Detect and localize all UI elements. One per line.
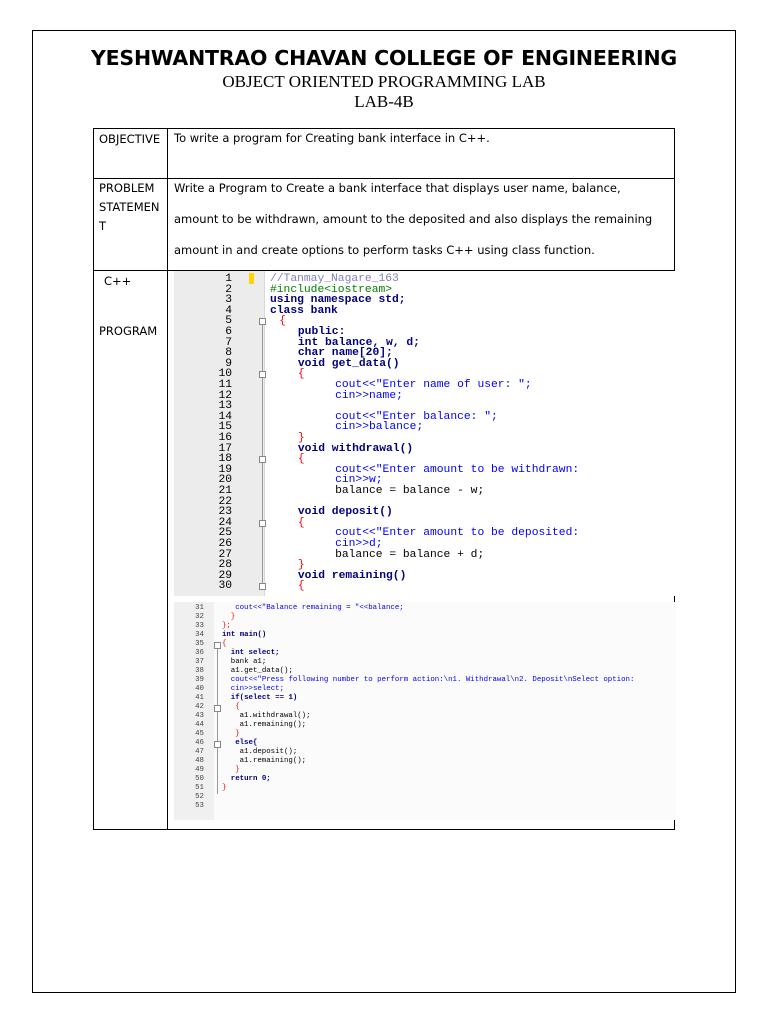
fold-toggle-icon[interactable] bbox=[259, 583, 266, 590]
code-text: a1.withdrawal(); bbox=[239, 712, 311, 720]
line-number: 53 bbox=[195, 802, 204, 810]
fold-toggle-icon[interactable] bbox=[214, 741, 221, 748]
line-number: 10 bbox=[218, 368, 232, 381]
line-number: 40 bbox=[195, 685, 204, 693]
code-text: cout<<"Enter amount to be withdrawn: bbox=[335, 463, 580, 476]
code-screenshot-2 bbox=[174, 602, 676, 820]
line-number: 6 bbox=[225, 326, 232, 338]
code-text: } bbox=[235, 730, 240, 738]
line-number: 28 bbox=[218, 559, 232, 572]
line-number: 49 bbox=[195, 766, 204, 774]
fold-toggle-icon[interactable] bbox=[214, 642, 221, 649]
code-text: } bbox=[230, 613, 236, 621]
fold-guide bbox=[262, 323, 263, 583]
lab-table bbox=[93, 128, 675, 830]
code-text: //Tanmay_Nagare_163 bbox=[270, 273, 399, 285]
line-number: 27 bbox=[218, 548, 232, 561]
line-number: 51 bbox=[195, 784, 204, 792]
college-title: YESHWANTRAO CHAVAN COLLEGE OF ENGINEERING bbox=[90, 46, 678, 70]
code-text: } bbox=[222, 784, 227, 792]
code-text: cout<<"Enter balance: "; bbox=[335, 410, 498, 423]
code-text: }; bbox=[222, 622, 231, 630]
code-text: balance = balance + d; bbox=[335, 548, 485, 561]
line-number: 48 bbox=[195, 757, 204, 765]
code-text: void deposit() bbox=[297, 506, 393, 519]
line-number: 5 bbox=[225, 315, 232, 328]
code-text: { bbox=[297, 453, 305, 466]
line-number: 3 bbox=[225, 294, 232, 307]
column-divider bbox=[167, 129, 168, 829]
code-text: cout<<"Enter name of user: "; bbox=[335, 379, 532, 391]
code-text: cout<<"Press following number to perform action:\n1. Withdrawal\n2. Deposit\nSelect option: bbox=[230, 676, 635, 684]
problem-label: PROBLEM STATEMENT bbox=[99, 181, 160, 233]
line-number: 30 bbox=[218, 580, 232, 593]
line-number: 24 bbox=[218, 516, 232, 529]
objective-text: To write a program for Creating bank interface in C++. bbox=[174, 131, 490, 145]
code-text: if(select == 1) bbox=[230, 694, 298, 702]
line-number: 13 bbox=[218, 400, 232, 413]
fold-toggle-icon[interactable] bbox=[214, 705, 221, 712]
line-number: 41 bbox=[195, 694, 204, 702]
code-text: { bbox=[222, 640, 227, 648]
code-text: a1.remaining(); bbox=[239, 757, 307, 765]
code-text: balance = balance - w; bbox=[335, 485, 485, 497]
lab-title: OBJECT ORIENTED PROGRAMMING LAB bbox=[222, 72, 546, 91]
code-text: using namespace std; bbox=[270, 294, 406, 307]
line-number: 11 bbox=[218, 379, 232, 391]
code-text: #include<iostream> bbox=[270, 283, 393, 296]
code-text: cout<<"Enter amount to be deposited: bbox=[335, 527, 580, 540]
code-text: a1.get_data(); bbox=[230, 667, 293, 675]
line-number: 50 bbox=[195, 775, 204, 783]
lab-number: LAB-4B bbox=[354, 92, 414, 111]
problem-line-3: amount in and create options to perform tasks C++ using class function. bbox=[174, 243, 595, 257]
code-text: cin>>name; bbox=[335, 389, 403, 402]
line-number: 33 bbox=[195, 622, 204, 630]
line-number: 12 bbox=[218, 389, 232, 402]
fold-toggle-icon[interactable] bbox=[259, 456, 266, 463]
line-number: 14 bbox=[218, 410, 232, 423]
code-text: else{ bbox=[235, 739, 258, 747]
program-language-label: C++ bbox=[104, 274, 132, 288]
line-number: 26 bbox=[218, 538, 232, 550]
code-text: char name[20]; bbox=[297, 347, 393, 360]
line-number: 42 bbox=[195, 703, 204, 711]
code-text: int main() bbox=[222, 631, 267, 639]
line-number: 23 bbox=[218, 506, 232, 519]
line-number: 18 bbox=[218, 453, 232, 466]
code-text: int select; bbox=[230, 649, 280, 657]
line-number: 16 bbox=[218, 432, 232, 444]
code-text: { bbox=[297, 516, 305, 529]
problem-line-2: amount to be withdrawn, amount to the deposited and also displays the remaining bbox=[174, 212, 653, 226]
line-number: 52 bbox=[195, 793, 204, 801]
line-number: 9 bbox=[225, 357, 232, 370]
line-number: 47 bbox=[195, 748, 204, 756]
code-text: void remaining() bbox=[297, 569, 407, 582]
code-text: return 0; bbox=[230, 775, 271, 783]
line-number: 25 bbox=[218, 527, 232, 540]
code-text: class bank bbox=[270, 304, 338, 317]
code-text: void get_data() bbox=[297, 357, 400, 370]
line-number: 20 bbox=[218, 474, 232, 487]
code-text: cin>>d; bbox=[335, 538, 383, 550]
line-number: 32 bbox=[195, 613, 204, 621]
code-text: void withdrawal() bbox=[297, 442, 414, 455]
current-line-marker bbox=[249, 273, 254, 284]
line-number: 8 bbox=[225, 347, 232, 360]
code-text: } bbox=[297, 432, 305, 444]
fold-toggle-icon[interactable] bbox=[259, 520, 266, 527]
line-number: 35 bbox=[195, 640, 204, 648]
objective-label: OBJECTIVE bbox=[99, 132, 161, 146]
line-number: 36 bbox=[195, 649, 204, 657]
code-text: } bbox=[297, 559, 305, 572]
line-number: 46 bbox=[195, 739, 204, 747]
program-label: PROGRAM bbox=[99, 324, 158, 338]
fold-toggle-icon[interactable] bbox=[259, 371, 266, 378]
problem-line-1: Write a Program to Create a bank interface that displays user name, balance, bbox=[174, 181, 621, 195]
code-text: int balance, w, d; bbox=[297, 336, 420, 349]
code-text: public: bbox=[297, 326, 346, 338]
line-number: 29 bbox=[218, 569, 232, 582]
line-number: 7 bbox=[225, 336, 232, 349]
code-text: } bbox=[235, 766, 240, 774]
line-number: 2 bbox=[225, 283, 232, 296]
line-number: 37 bbox=[195, 658, 204, 666]
line-number: 15 bbox=[218, 421, 232, 434]
line-number: 19 bbox=[218, 463, 232, 476]
row-divider bbox=[94, 178, 674, 179]
code-text: { bbox=[279, 315, 287, 328]
line-number: 39 bbox=[195, 676, 204, 684]
line-number: 45 bbox=[195, 730, 204, 738]
line-number: 34 bbox=[195, 631, 204, 639]
code-text: { bbox=[297, 368, 305, 381]
line-number: 44 bbox=[195, 721, 204, 729]
code-text: cin>>select; bbox=[230, 685, 285, 693]
code-text: cin>>balance; bbox=[335, 421, 424, 434]
code-text: a1.deposit(); bbox=[239, 748, 298, 756]
line-number: 31 bbox=[195, 604, 204, 612]
fold-toggle-icon[interactable] bbox=[259, 318, 266, 325]
code-text: a1.remaining(); bbox=[239, 721, 307, 729]
code-text: { bbox=[297, 580, 305, 593]
line-number: 4 bbox=[225, 304, 232, 317]
code-text: bank a1; bbox=[230, 658, 267, 666]
line-number: 43 bbox=[195, 712, 204, 720]
code-screenshot-1 bbox=[174, 271, 676, 596]
line-number: 21 bbox=[218, 485, 232, 497]
line-number: 17 bbox=[218, 442, 232, 455]
fold-guide bbox=[217, 644, 218, 794]
line-number: 1 bbox=[225, 273, 232, 285]
line-number: 22 bbox=[218, 495, 232, 508]
code-text: cin>>w; bbox=[335, 474, 383, 487]
code-text: cout<<"Balance remaining = "<<balance; bbox=[235, 604, 404, 612]
code-text: { bbox=[235, 703, 240, 711]
line-number: 38 bbox=[195, 667, 204, 675]
